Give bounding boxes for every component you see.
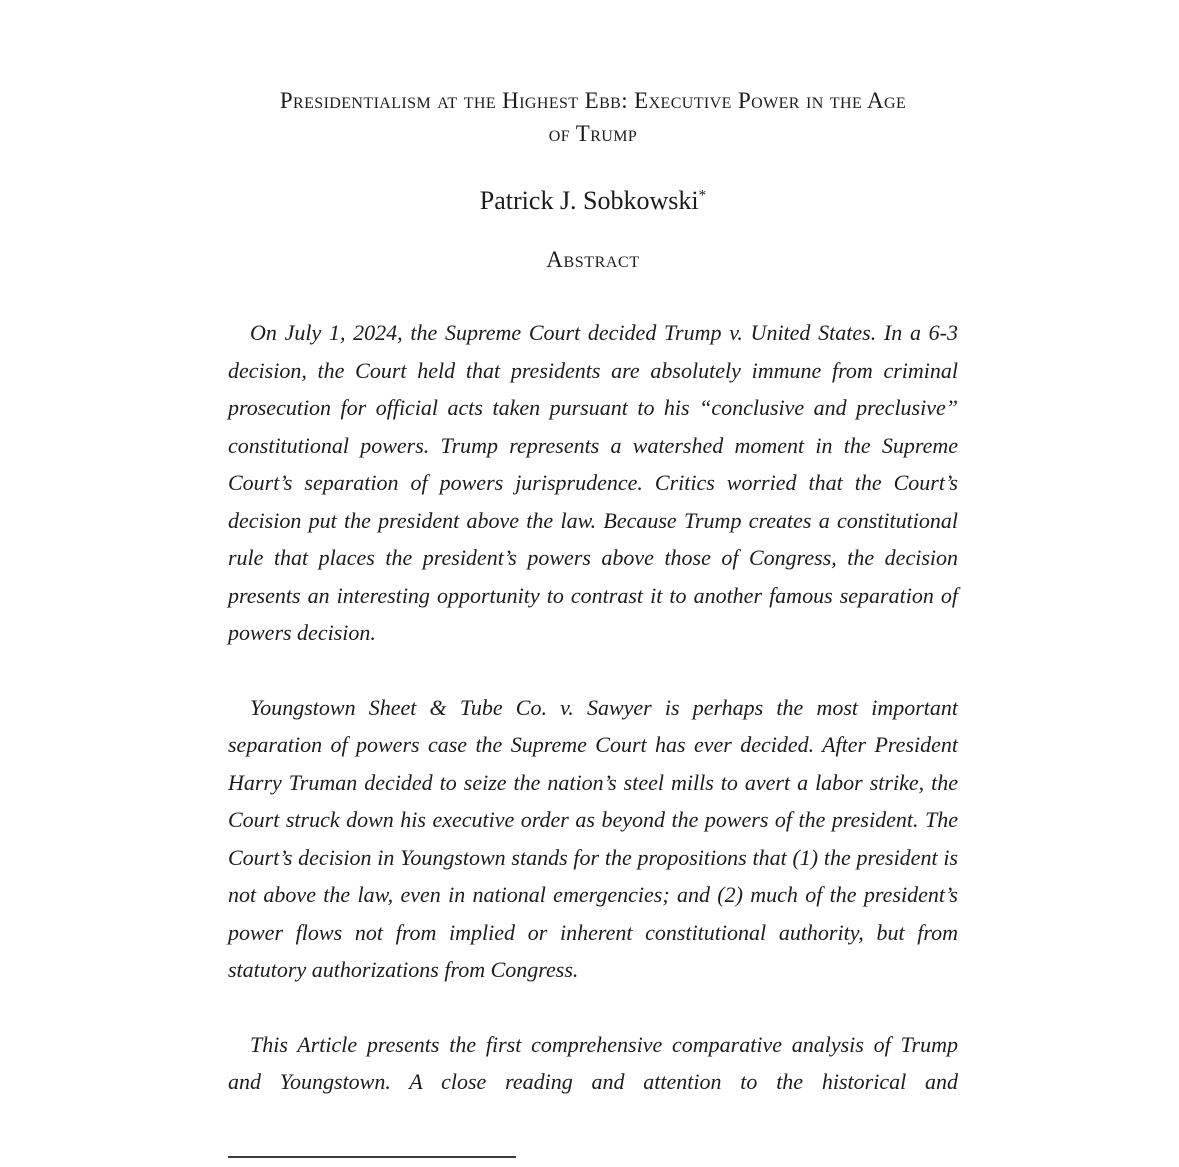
author-name: Patrick J. Sobkowski (479, 186, 699, 215)
abstract-heading: Abstract (546, 247, 640, 272)
abstract-paragraph-1: On July 1, 2024, the Supreme Court decided Trump v. United States. In a 6-3 decision, the Court held that presidents are absolutely immune from criminal prosecution for official acts taken pursuant to his “conclusive and preclusive” constitutional powers. Trump represents a watershed moment in the Supreme Court’s separation of powers jurisprudence. Critics worried that the Court’s decision put the president above the law. Because Trump creates a constitutional rule that places the president’s powers above those of Congress, the decision presents an interesting opportunity to contrast it to another famous separation of powers decision. (228, 320, 958, 645)
article-title-line-1: Presidentialism at the Highest Ebb: Executive Power in the Age (279, 88, 907, 113)
footnote-separator-rule (228, 1156, 516, 1158)
article-title-line-2: of Trump (548, 121, 638, 146)
abstract-paragraph-3: This Article presents the first comprehensive comparative analysis of Trump and Youngstown. A close reading and attention to the historical and (228, 1031, 958, 1094)
page-content-column (228, 0, 958, 1101)
article-title (228, 84, 958, 150)
abstract-body (228, 314, 958, 1101)
author-byline (228, 186, 958, 216)
author-footnote-asterisk: * (698, 187, 707, 204)
abstract-paragraph-2: Youngstown Sheet & Tube Co. v. Sawyer is perhaps the most important separation of powers case the Supreme Court has ever decided. After President Harry Truman decided to seize the nation’s steel mills to avert a labor strike, the Court struck down his executive order as beyond the powers of the president. The Court’s decision in Youngstown stands for the propositions that (1) the president is not above the law, even in national emergencies; and (2) much of the president’s power flows not from implied or inherent constitutional authority, but from statutory authorizations from Congress. (228, 694, 958, 982)
